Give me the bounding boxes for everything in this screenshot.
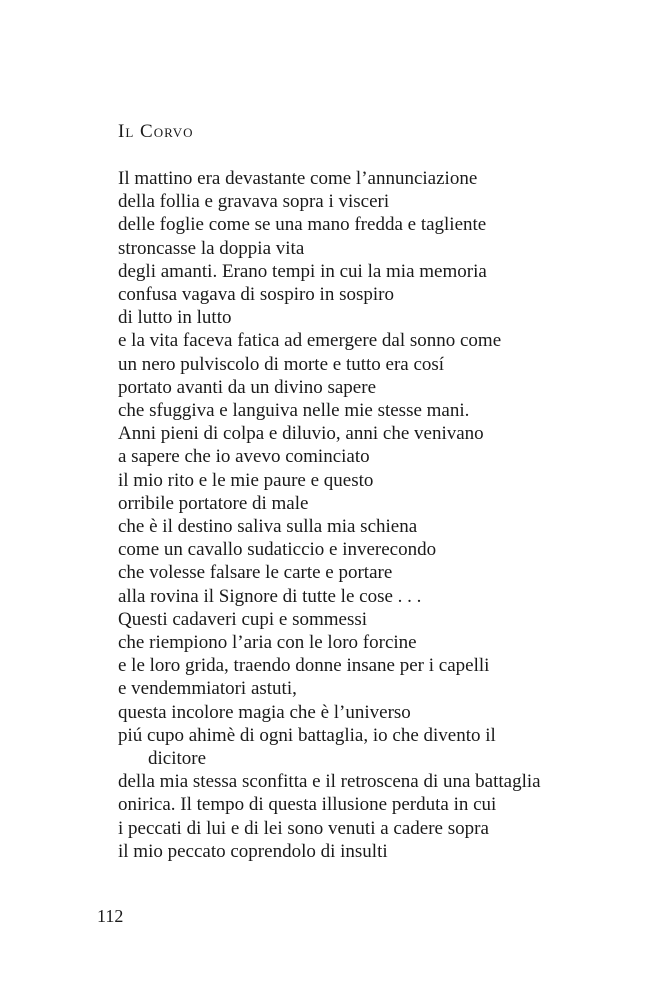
poem-line: il mio rito e le mie paure e questo [118, 469, 374, 491]
poem-line: che è il destino saliva sulla mia schiena [118, 516, 418, 538]
poem-line: i peccati di lui e di lei sono venuti a cadere sopra [118, 817, 489, 839]
poem-line: e le loro grida, traendo donne insane per i capelli [118, 655, 490, 677]
poem-line: Il mattino era devastante come l’annunciazione [118, 168, 478, 189]
poem-line: orribile portatore di male [118, 492, 309, 514]
poem-title: Il Corvo [118, 121, 194, 142]
poem-line: di lutto in lutto [118, 307, 232, 329]
poem-line: onirica. Il tempo di questa illusione perduta in cui [118, 794, 497, 816]
poem-line: della follia e gravava sopra i visceri [118, 191, 390, 213]
poem-line: Anni pieni di colpa e diluvio, anni che venivano [118, 423, 484, 445]
poem-line: questa incolore magia che è l’universo [118, 701, 411, 723]
poem-line: della mia stessa sconfitta e il retroscena di una battaglia [118, 771, 541, 793]
poem-line: delle foglie come se una mano fredda e tagliente [118, 214, 487, 236]
poem-line: un nero pulviscolo di morte e tutto era cosí [118, 353, 445, 375]
poem-line: a sapere che io avevo cominciato [118, 446, 370, 468]
poem-line: come un cavallo sudaticcio e inverecondo [118, 539, 437, 561]
poem-line: confusa vagava di sospiro in sospiro [118, 284, 394, 306]
poem-line: stroncasse la doppia vita [118, 237, 305, 259]
poem-line: Questi cadaveri cupi e sommessi [118, 608, 368, 630]
poem-line-continuation: dicitore [148, 748, 207, 770]
poem-line: che sfuggiva e languiva nelle mie stesse mani. [118, 400, 470, 422]
poem-line: alla rovina il Signore di tutte le cose . . . [118, 585, 422, 607]
poem-line: portato avanti da un divino sapere [118, 376, 377, 398]
poem-line: che volesse falsare le carte e portare [118, 562, 393, 584]
page-number: 112 [97, 906, 124, 926]
poem-line: che riempiono l’aria con le loro forcine [118, 632, 417, 654]
poem-line: degli amanti. Erano tempi in cui la mia memoria [118, 260, 487, 282]
poem-line: e la vita faceva fatica ad emergere dal sonno come [118, 330, 502, 352]
poem-line: e vendemmiatori astuti, [118, 678, 297, 700]
poem-line: piú cupo ahimè di ogni battaglia, io che divento il [118, 724, 496, 746]
poem-line: il mio peccato coprendolo di insulti [118, 840, 388, 862]
poem-body [118, 167, 628, 863]
